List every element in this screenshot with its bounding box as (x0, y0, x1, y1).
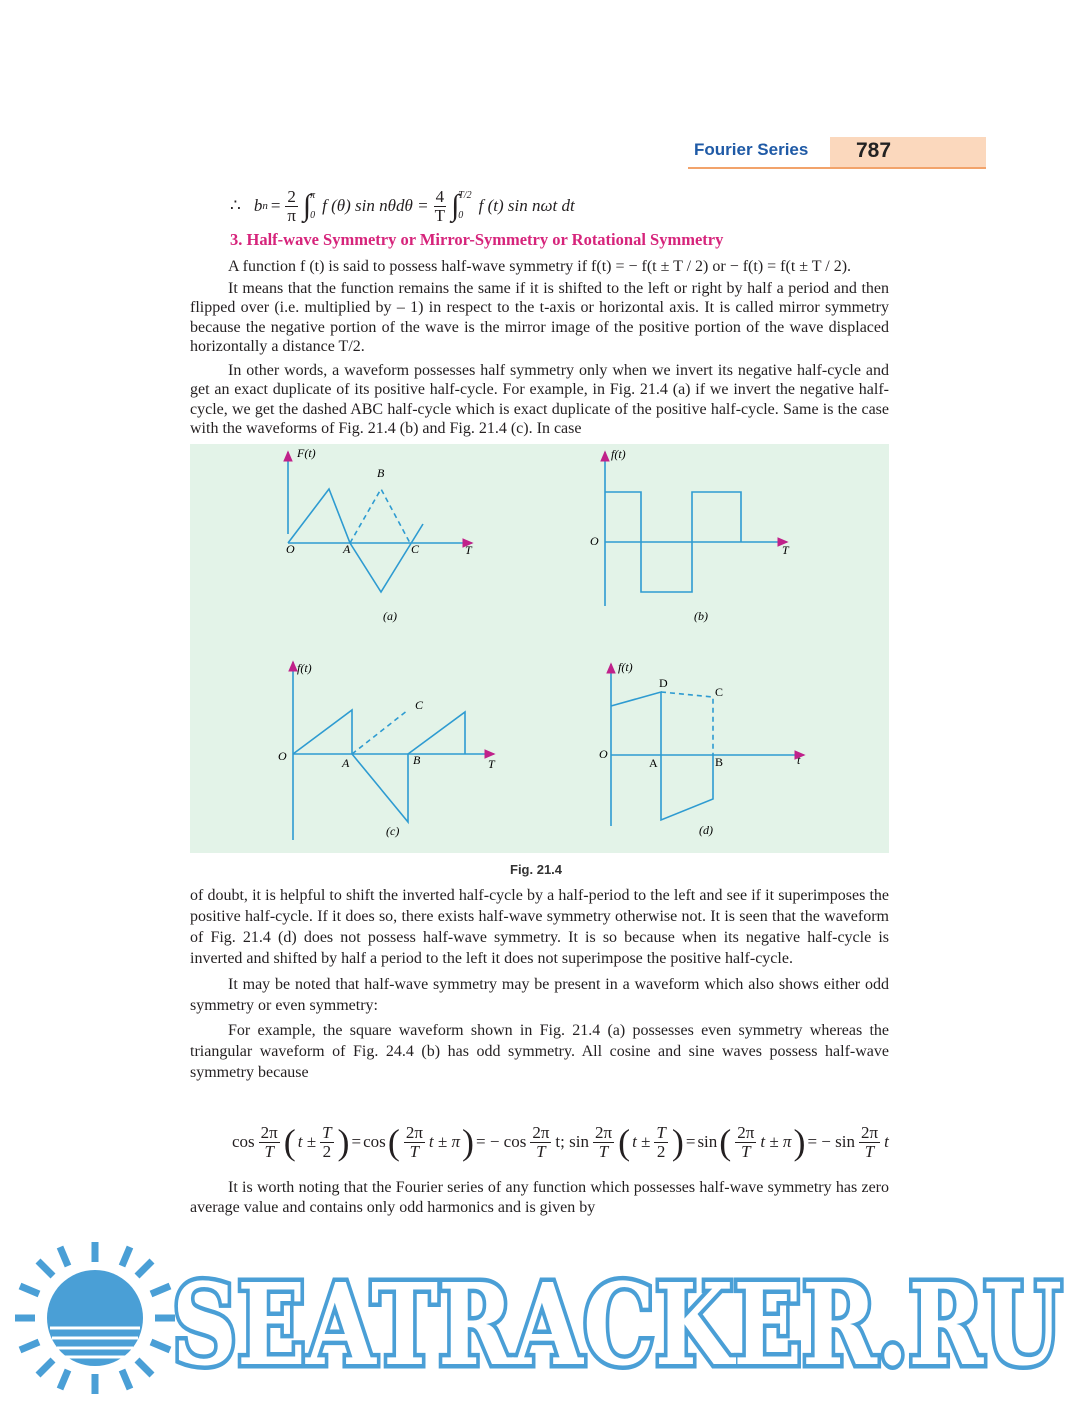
section-heading: 3. Half-wave Symmetry or Mirror-Symmetry or Rotational Symmetry (230, 230, 724, 249)
point-label: A (649, 756, 658, 770)
point-label: D (659, 676, 668, 690)
waveform (288, 489, 423, 592)
point-label: C (411, 542, 420, 556)
paragraph: It is worth noting that the Fourier series of any function which possesses half-wave symmetry has zero average value and contains only odd harmonics and is given by (190, 1179, 889, 1216)
sublabel: (c) (386, 824, 400, 838)
point-label: C (415, 698, 424, 712)
ylabel: f(t) (611, 447, 626, 461)
origin-label: O (590, 534, 599, 548)
body-text-bottom (190, 885, 889, 1083)
paragraph: It means that the function remains the same if it is shifted to the left or right by half a period and then flipped over (i.e. multiplied by – 1) in respect to the t-axis or horizontal axis. It is called mirror symmetry because the negative portion of the wave is the mirror image of the positive portion of the wave displaced horizontally a distance T/2. (190, 279, 889, 355)
header-rule (688, 167, 986, 169)
origin-label: O (286, 542, 295, 556)
ylabel: f(t) (297, 661, 312, 675)
paragraph: In other words, a waveform possesses half symmetry only when we invert its negative half-cycle and get an exact duplicate of its positive half-cycle. For example, in Fig. 21.4 (a) if we invert the negative half-cycle, we get the dashed ABC half-cycle which is exact duplicate of the positive half-cycle. Same is the case with the waveforms of Fig. 21.4 (b) and Fig. 21.4 (c). In case (190, 361, 889, 437)
sublabel: (d) (699, 823, 713, 837)
point-label: B (413, 753, 421, 767)
point-label: B (715, 755, 724, 769)
xlabel: T (465, 543, 472, 557)
watermark-text: SEATRACKER.RU (172, 1260, 1062, 1391)
panel-c (293, 662, 494, 840)
point-label: A (342, 756, 350, 770)
page-number: 787 (856, 139, 892, 162)
paragraph: of doubt, it is helpful to shift the inverted half-cycle by a half-period to the left and see if it superimposes the positive half-cycle. If it does so, there exists half-wave symmetry otherwise not. It is seen that the waveform of Fig. 21.4 (d) does not possess half-wave symmetry. It is so because when its negative half-cycle is inverted and shifted by half a period to the left it does not superimpose the positive half-cycle. (190, 887, 889, 967)
panel-d (611, 664, 804, 826)
figure-svg (190, 444, 889, 853)
ylabel: f(t) (618, 660, 633, 674)
figure-panel (190, 444, 889, 853)
point-label: B (377, 466, 385, 480)
point-label: A (343, 542, 351, 556)
paragraph: For example, the square waveform shown in Fig. 21.4 (a) possesses even symmetry whereas the triangular waveform of Fig. 24.4 (b) has odd symmetry. All cosine and sine waves possess half-wave symmetry because (190, 1022, 889, 1081)
point-label: C (715, 685, 724, 699)
running-header-title: Fourier Series (694, 140, 809, 159)
watermark (0, 1236, 1080, 1397)
equation-bn: ∴ b n = $\frac{2}{\pi}$ ∫ π 0 f (θ) sin nθdθ = $\frac{4}{T}$ ∫ T/2 0 f (t) sin nωt dt (230, 186, 575, 225)
sublabel: (a) (383, 609, 397, 623)
body-text-final (190, 1178, 889, 1218)
inverted-half-cycle (352, 710, 408, 754)
panel-b (605, 452, 787, 606)
waveform (293, 710, 465, 822)
xlabel: t (797, 753, 801, 767)
definition-paragraph: A function f (t) is said to possess half-wave symmetry if f(t) = − f(t ± T / 2) or − f(t) = f(t ± T / 2). (228, 258, 852, 275)
sun-logo-icon (15, 1242, 175, 1394)
page-number-box (830, 137, 986, 167)
equation-cos-sin: cos $\frac{2\pi}{T}$ ( t ± $\frac{T}{2}$ ) = cos ( $\frac{2\pi}{T}$ t ± π ) = − cos $\frac{2\pi}{T}$ t; sin $\frac{2\pi}{T}$ ( t ± $\frac{T}{2}$ ) = sin ( $\frac{2\pi}{T}$ t ± π ) = − sin $\frac{2\pi}{T}$ t (232, 1122, 889, 1162)
xlabel: T (782, 543, 789, 557)
figure-caption: Fig. 21.4 (510, 862, 563, 877)
xlabel: T (488, 757, 495, 771)
inverted-half-cycle (350, 489, 410, 543)
sublabel: (b) (694, 609, 708, 623)
origin-label: O (599, 747, 608, 761)
inverted-half-cycle (661, 692, 713, 755)
waveform (611, 692, 713, 820)
paragraph: It may be noted that half-wave symmetry may be present in a waveform which also shows either odd symmetry or even symmetry: (190, 976, 889, 1014)
watermark-svg (0, 1236, 1080, 1397)
origin-label: O (278, 749, 287, 763)
body-text-top (190, 257, 889, 439)
ylabel: F(t) (297, 446, 316, 460)
